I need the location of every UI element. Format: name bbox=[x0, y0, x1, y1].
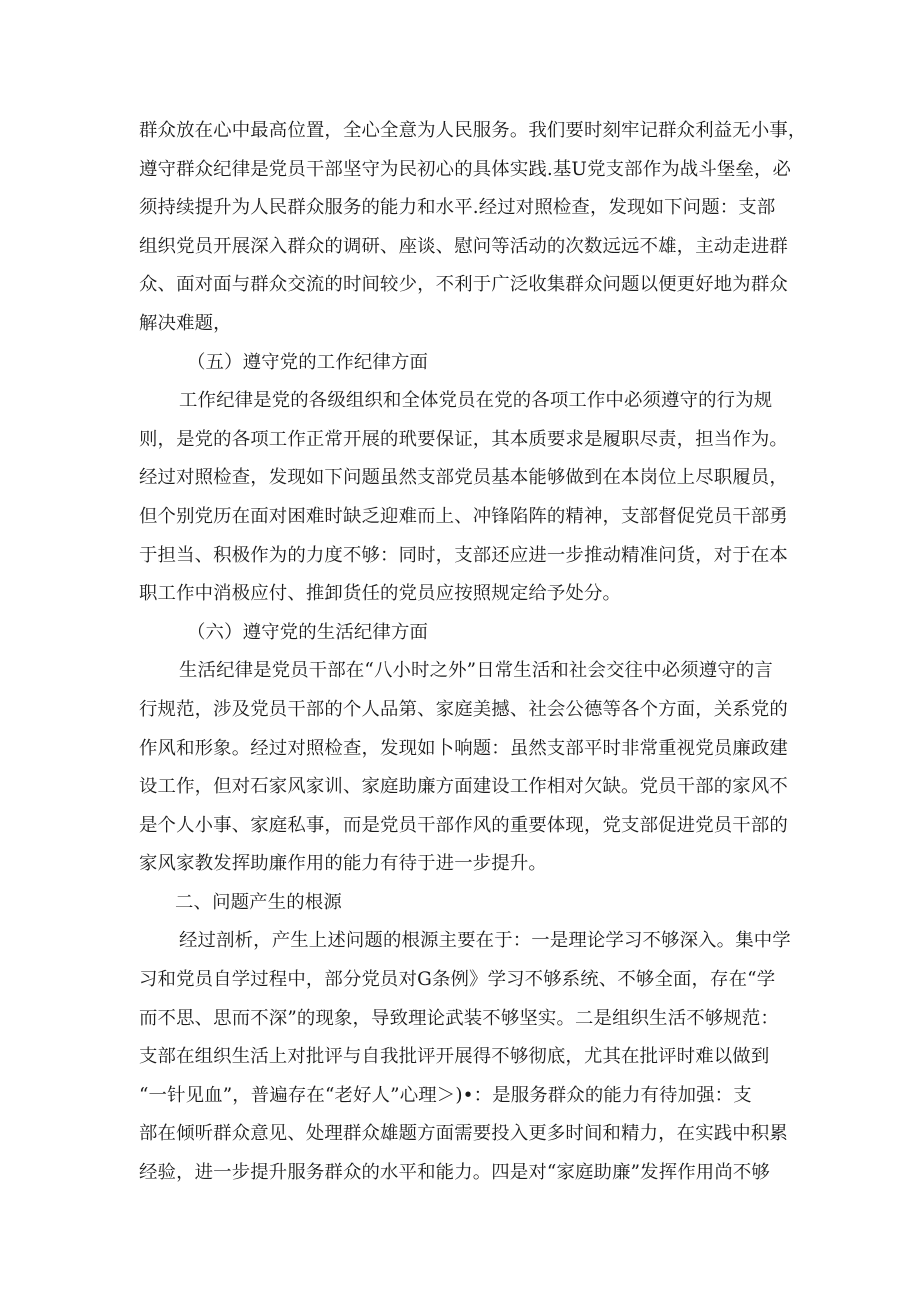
section-heading-work-discipline: （五）遵守党的工作纪律方面 bbox=[187, 351, 429, 373]
text-line: 是个人小事、家庭私事，而是党员干部作风的重要体现，党支部促进党员干部的 bbox=[139, 814, 788, 836]
text-line: 群众放在心中最高位置，全心全意为人民服务。我们要时刻牢记群众利益无小事， bbox=[139, 120, 807, 141]
paragraph-work-discipline bbox=[139, 382, 789, 614]
section-heading-life-discipline: （六）遵守党的生活纪律方面 bbox=[187, 621, 429, 643]
text-line: 职工作中消极应付、推卸货任的党员应按照规定给予处分。 bbox=[139, 583, 622, 605]
text-line: 但个别党历在面对困难时缺乏迎难而上、冲锋陷阵的精神，支部督促党员干部勇 bbox=[139, 505, 788, 527]
text-line: 组织党员开展深入群众的调研、座谈、慰问等活动的次数远远不雄，主动走进群 bbox=[139, 235, 788, 257]
text-line: 经过对照检查，发现如下问题虽然支部党员基本能够做到在本岗位上尽职履员， bbox=[139, 467, 788, 489]
text-line: 部在倾听群众意见、处理群众雄题方面需要投入更多时间和精力，在实践中积累 bbox=[139, 1123, 788, 1145]
text-line: 经过剖析，产生上述问题的根源主要在于：一是理论学习不够深入。集中学 bbox=[179, 930, 791, 952]
text-line: 生活纪律是党员干部在“八小时之外”日常生活和社会交往中必须遵守的言 bbox=[179, 660, 773, 682]
text-line: 解决难题， bbox=[139, 312, 232, 334]
text-line: 作风和形象。经过对照检查，发现如卜响题：虽然支部平时非常重视党员廉政建 bbox=[139, 737, 788, 759]
text-line: 则，是党的各项工作正常开展的玳要保证，其本质要求是履职尽责，担当作为。 bbox=[139, 428, 788, 450]
paragraph-service-to-people bbox=[139, 112, 807, 344]
text-line: 设工作，但对石家风家训、家庭助廉方面建设工作相对欠缺。党员干部的家风不 bbox=[139, 776, 788, 798]
text-line: 家风家教发挥助廉作用的能力有待于进一步提升。 bbox=[139, 853, 547, 875]
paragraph-root-causes bbox=[139, 922, 789, 1192]
text-line: 经验，进一步提升服务群众的水平和能力。四是对“家庭助廉”发挥作用尚不够 bbox=[139, 1162, 770, 1184]
text-line: 众、面对面与群众交流的时间较少，不利于广泛收集群众问题以便更好地为群众 bbox=[139, 274, 788, 296]
text-line: 工作纪律是党的各级组织和全体党员在党的各项工作中必须遵守的行为规 bbox=[179, 390, 773, 412]
section-heading-root-causes: 二、问题产生的根源 bbox=[175, 891, 342, 913]
text-line: 习和党员自学过程中，部分党员对G条例》学习不够系统、不够全面，存在“学 bbox=[139, 969, 776, 991]
text-line: 行规范，涉及党员干部的个人品第、家庭美撼、社会公德等各个方面，关系党的 bbox=[139, 698, 788, 720]
text-line: 须持续提升为人民群众服务的能力和水平.经过对照检查，发现如下问题：支部 bbox=[139, 197, 776, 219]
text-line: 于担当、积极作为的力度不够：同时，支部还应进一步推动精准问货，对于在本 bbox=[139, 544, 788, 566]
text-line: 支部在组织生活上对批评与自我批评开展得不够彻底，尤其在批评时难以做到 bbox=[139, 1046, 770, 1068]
document-page bbox=[139, 112, 807, 1193]
text-line: 遵守群众纪律是党员干部坚守为民初心的具体实践.基U党支部作为战斗堡垒，必 bbox=[139, 158, 792, 180]
text-line: “一针见血”，普遍存在“老好人”心理＞)•：是服务群众的能力有待加强：支 bbox=[139, 1084, 752, 1106]
paragraph-life-discipline bbox=[139, 652, 789, 884]
text-line: 而不思、思而不深”的现象，导致理论武装不够坚实。二是组织生活不够规范： bbox=[139, 1007, 779, 1029]
